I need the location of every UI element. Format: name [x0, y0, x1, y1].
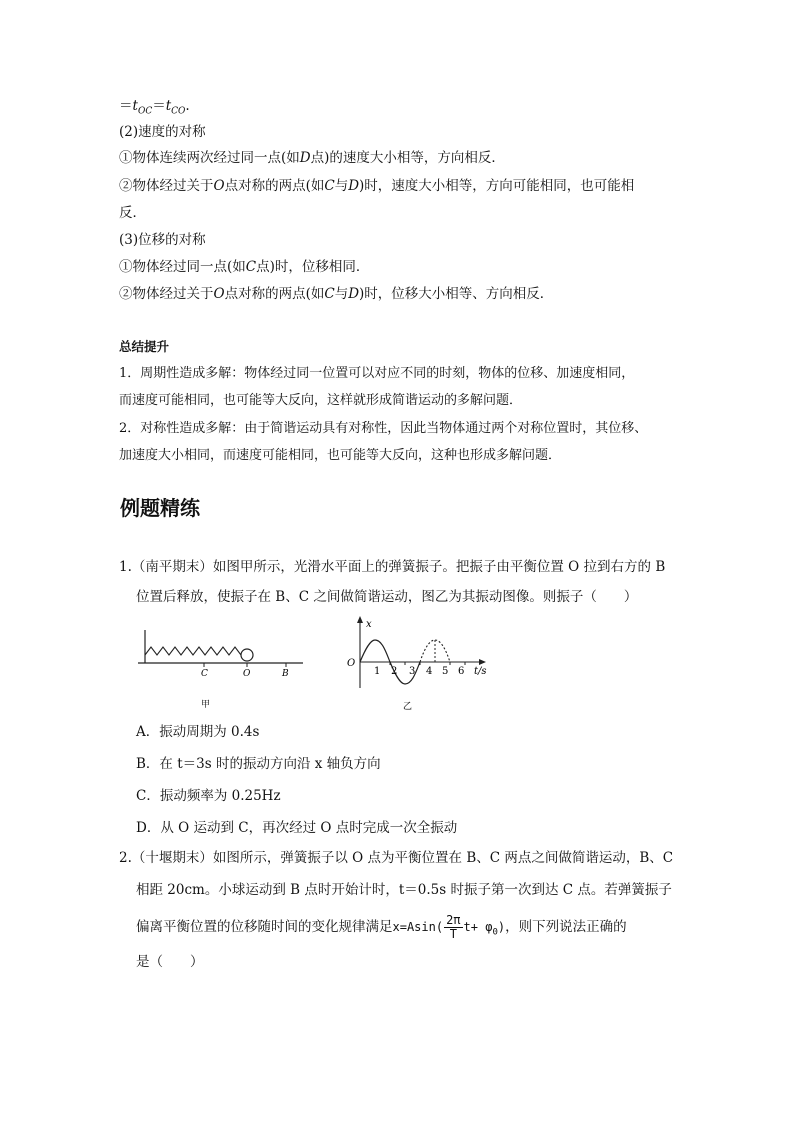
point-c: C: [324, 178, 335, 194]
displacement-point-1: [119, 257, 369, 277]
velocity-point-2: [119, 176, 634, 196]
text: ，则下列说法正确的: [505, 919, 627, 935]
x-axis-arrow-icon: [357, 616, 363, 623]
t-symbol: t: [132, 98, 138, 114]
figure-yi: [340, 612, 500, 716]
formula-subscript: 0: [492, 927, 498, 938]
text: 点)时，位移相同．: [256, 259, 370, 275]
point-c: C: [245, 259, 257, 275]
formula-pre: x=Asin(: [392, 920, 444, 934]
point-d: D: [348, 178, 360, 194]
text: )时，速度大小相等，方向可能相同，也可能相: [359, 178, 635, 194]
spring: [145, 647, 241, 655]
text: 与: [334, 286, 349, 302]
text: 偏离平衡位置的位移随时间的变化规律满足: [136, 919, 393, 935]
point-c: C: [324, 286, 335, 302]
text: ①物体连续两次经过同一点(如: [119, 150, 300, 166]
label-c: C: [201, 669, 208, 679]
q2-line-1: 2.（十堰期末）如图所示，弹簧振子以 O 点为平衡位置在 B、C 两点之间做简谐运动，B、C: [119, 850, 674, 866]
q2-line-3: [136, 913, 627, 946]
subscript-co: CO: [171, 106, 186, 117]
eq-sign: ＝: [119, 98, 133, 114]
tick-label-5: 5: [442, 666, 449, 677]
summary-point-2b: 加速度大小相同，而速度可能相同，也可能等大反向，这种也形成多解问题．: [119, 448, 562, 463]
q1-line-2: 位置后释放，使振子在 B、C 之间做简谐运动，图乙为其振动图像。则振子（ ）: [136, 589, 638, 605]
subscript-oc: OC: [137, 106, 153, 117]
formula-post: t+ φ: [463, 920, 493, 934]
text: )时，位移大小相等、方向相反．: [359, 286, 554, 302]
t-axis-arrow-icon: [479, 659, 486, 665]
summary-point-2a: 2．对称性造成多解：由于简谐运动具有对称性，因此当物体通过两个对称位置时，其位移、: [119, 421, 648, 436]
equation-line: [119, 96, 190, 122]
ball: [241, 649, 253, 661]
text: 点对称的两点(如: [224, 286, 325, 302]
fraction-numerator: 2π: [446, 913, 461, 927]
velocity-symmetry-heading: (2)速度的对称: [119, 124, 206, 140]
velocity-point-1: [119, 148, 505, 168]
section-title: 例题精练: [120, 496, 200, 520]
formula-fraction: [444, 914, 462, 941]
point-d: D: [348, 286, 360, 302]
label-o: O: [243, 669, 251, 679]
point-o: O: [213, 178, 225, 194]
period: .: [185, 98, 190, 114]
tick-label-6: 6: [458, 666, 465, 677]
q1-line-1: 1.（南平期末）如图甲所示，光滑水平面上的弹簧振子。把振子由平衡位置 O 拉到右方的 B: [119, 559, 666, 575]
axis-t-label: t/s: [474, 666, 487, 677]
displacement-symmetry-heading: (3)位移的对称: [119, 232, 206, 248]
q1-option-c[interactable]: C．振动频率为 0.25Hz: [136, 788, 281, 804]
tick-label-3: 3: [409, 666, 416, 677]
displacement-point-2: [119, 284, 553, 304]
formula: [392, 913, 506, 941]
q1-option-a[interactable]: A．振动周期为 0.4s: [136, 724, 260, 740]
q2-line-2: 相距 20cm。小球运动到 B 点时开始计时，t＝0.5s 时振子第一次到达 C 点。若弹簧振子: [136, 882, 672, 898]
fraction-denominator: T: [449, 927, 457, 941]
summary-point-1a: 1．周期性造成多解：物体经过同一位置可以对应不同的时刻，物体的位移、加速度相同，: [119, 366, 635, 381]
tick-label-2: 2: [391, 666, 398, 677]
eq-sign: ＝: [152, 98, 166, 114]
q1-option-b[interactable]: B．在 t＝3s 时的振动方向沿 x 轴负方向: [136, 756, 381, 772]
text: ①物体经过同一点(如: [119, 259, 246, 275]
text: ②物体经过关于: [119, 178, 214, 194]
figure-jia: [138, 625, 308, 715]
q1-option-d[interactable]: D．从 O 运动到 C，再次经过 O 点时完成一次全振动: [136, 820, 458, 836]
summary-point-1b: 而速度可能相同，也可能等大反向，这样就形成简谐运动的多解问题．: [119, 393, 523, 408]
caption-jia: 甲: [201, 700, 211, 710]
formula-close: ): [497, 920, 506, 934]
text: ②物体经过关于: [119, 286, 214, 302]
axis-x-label: x: [366, 619, 372, 630]
velocity-point-2-cont: 反．: [119, 205, 146, 221]
label-b: B: [282, 669, 289, 679]
text: 点)的速度大小相等，方向相反．: [310, 150, 505, 166]
origin-label: O: [347, 658, 356, 669]
t-symbol: t: [165, 98, 172, 114]
tick-label-4: 4: [426, 666, 433, 677]
tick-label-1: 1: [374, 666, 381, 677]
caption-yi: 乙: [403, 702, 413, 712]
text: 与: [334, 178, 349, 194]
point-d: D: [299, 150, 311, 166]
point-o: O: [213, 286, 225, 302]
summary-title: 总结提升: [119, 339, 170, 354]
q2-line-4: 是（ ）: [136, 954, 204, 970]
text: 点对称的两点(如: [224, 178, 325, 194]
wave-curve-dashed: [420, 640, 450, 662]
